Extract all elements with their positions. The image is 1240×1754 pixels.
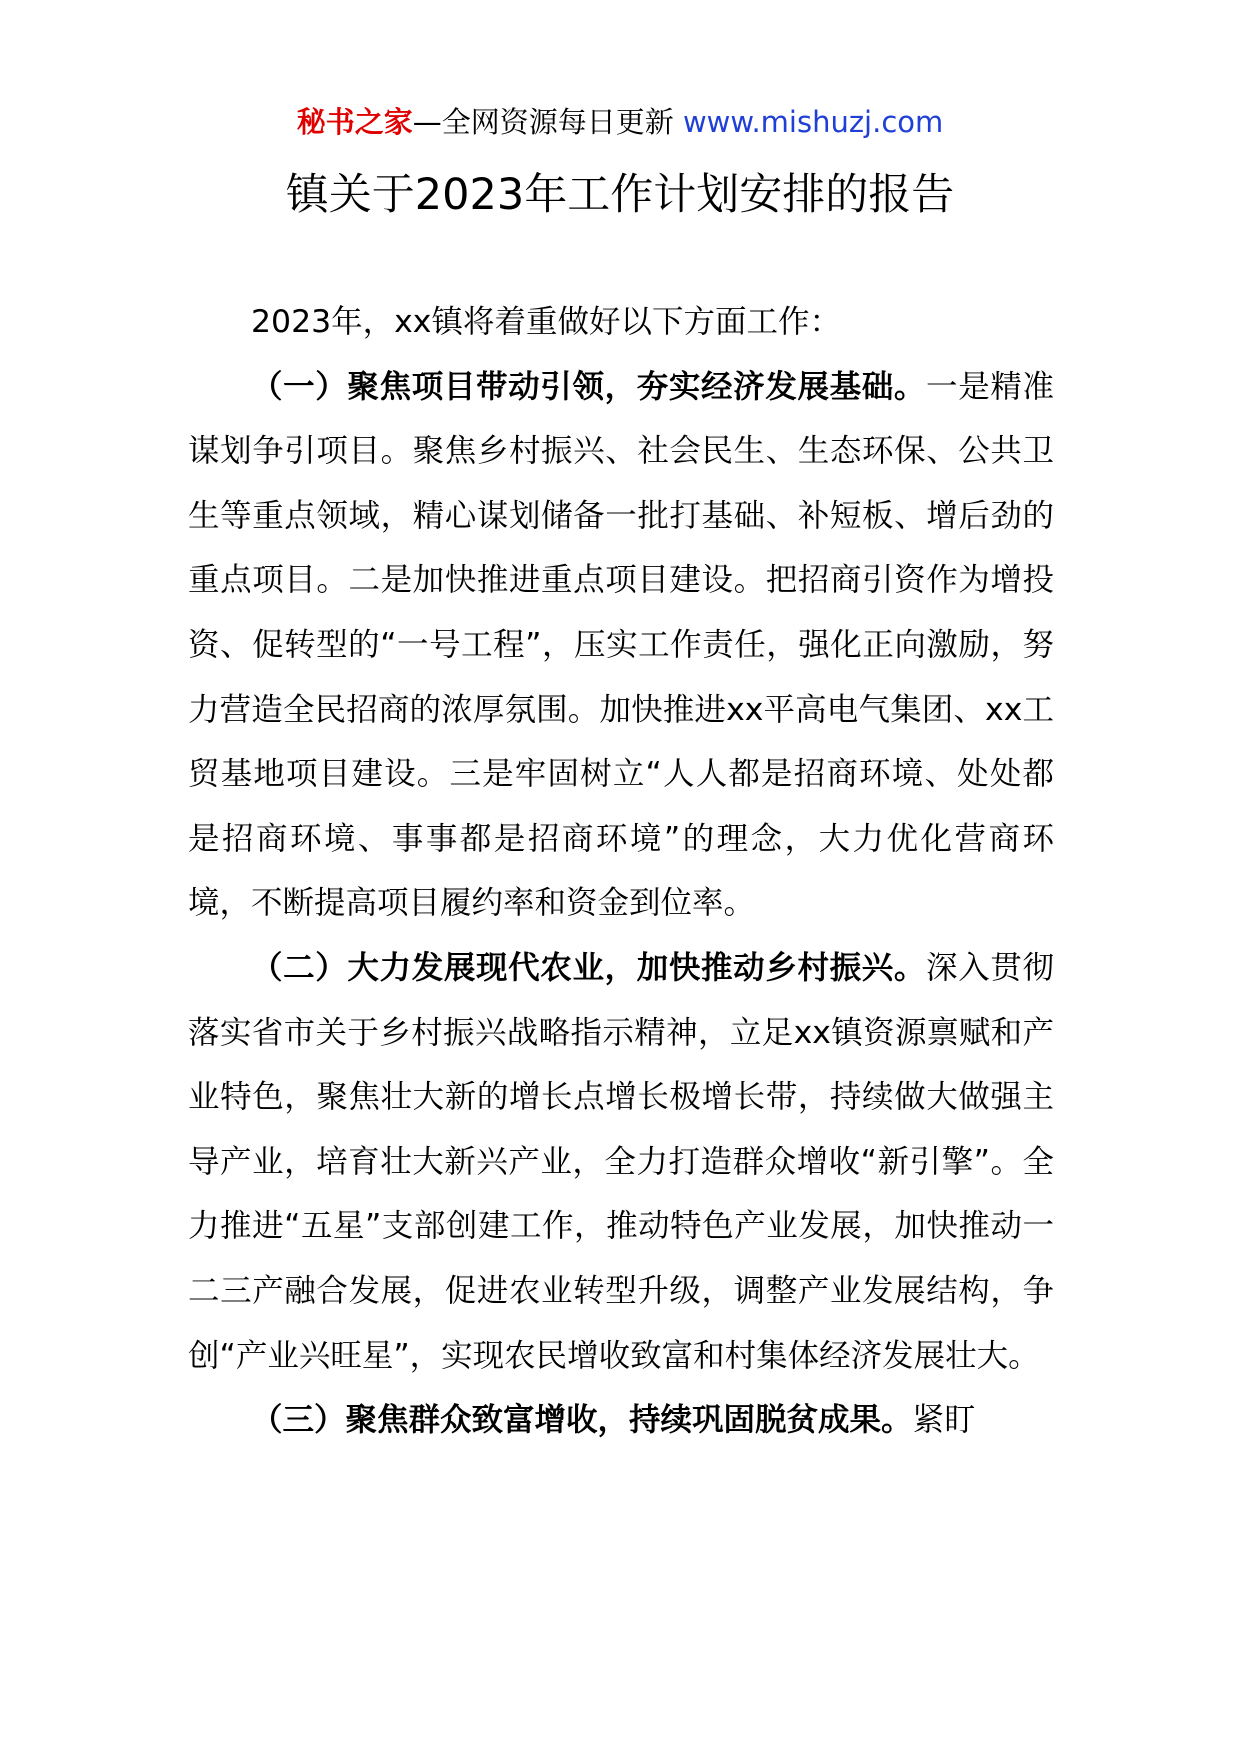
document-title: 镇关于2023年工作计划安排的报告 [285, 170, 955, 220]
section-paragraph-1 [188, 355, 1054, 936]
section-paragraph-2 [188, 936, 1054, 1388]
document-body [188, 290, 1054, 1453]
section-heading: （三）聚焦群众致富增收，持续巩固脱贫成果。 [251, 1402, 913, 1439]
header-tagline: —全网资源每日更新 [412, 105, 683, 139]
section-heading: （二）大力发展现代农业，加快推动乡村振兴。 [251, 949, 927, 986]
section-body: 一是精准谋划争引项目。聚焦乡村振兴、社会民生、生态环保、公共卫生等重点领域，精心谋划储备一批打基础、补短板、增后劲的重点项目。二是加快推进重点项目建设。把招商引资作为增投资、促转型的“一号工程”，压实工作责任，强化正向激励，努力营造全民招商的浓厚氛围。加快推进xx平高电气集团、xx工贸基地项目建设。三是牢固树立“人人都是招商环境、处处都是招商环境、事事都是招商环境”的理念，大力优化营商环境，不断提高项目履约率和资金到位率。 [188, 368, 1054, 922]
intro-paragraph: 2023年，xx镇将着重做好以下方面工作： [251, 304, 841, 340]
brand-name: 秘书之家 [296, 105, 413, 139]
section-body: 深入贯彻落实省市关于乡村振兴战略指示精神，立足xx镇资源禀赋和产业特色，聚焦壮大新的增长点增长极增长带，持续做大做强主导产业，培育壮大新兴产业，全力打造群众增收“新引擎”。全力推进“五星”支部创建工作，推动特色产业发展，加快推动一二三产融合发展，促进农业转型升级，调整产业发展结构，争创“产业兴旺星”，实现农民增收致富和村集体经济发展壮大。 [188, 949, 1054, 1374]
section-heading: （一）聚焦项目带动引领，夯实经济发展基础。 [251, 368, 927, 405]
section-paragraph-3 [188, 1388, 1054, 1453]
site-url[interactable]: www.mishuzj.com [682, 105, 944, 139]
site-header [0, 102, 1240, 142]
section-body: 紧盯 [912, 1402, 976, 1439]
